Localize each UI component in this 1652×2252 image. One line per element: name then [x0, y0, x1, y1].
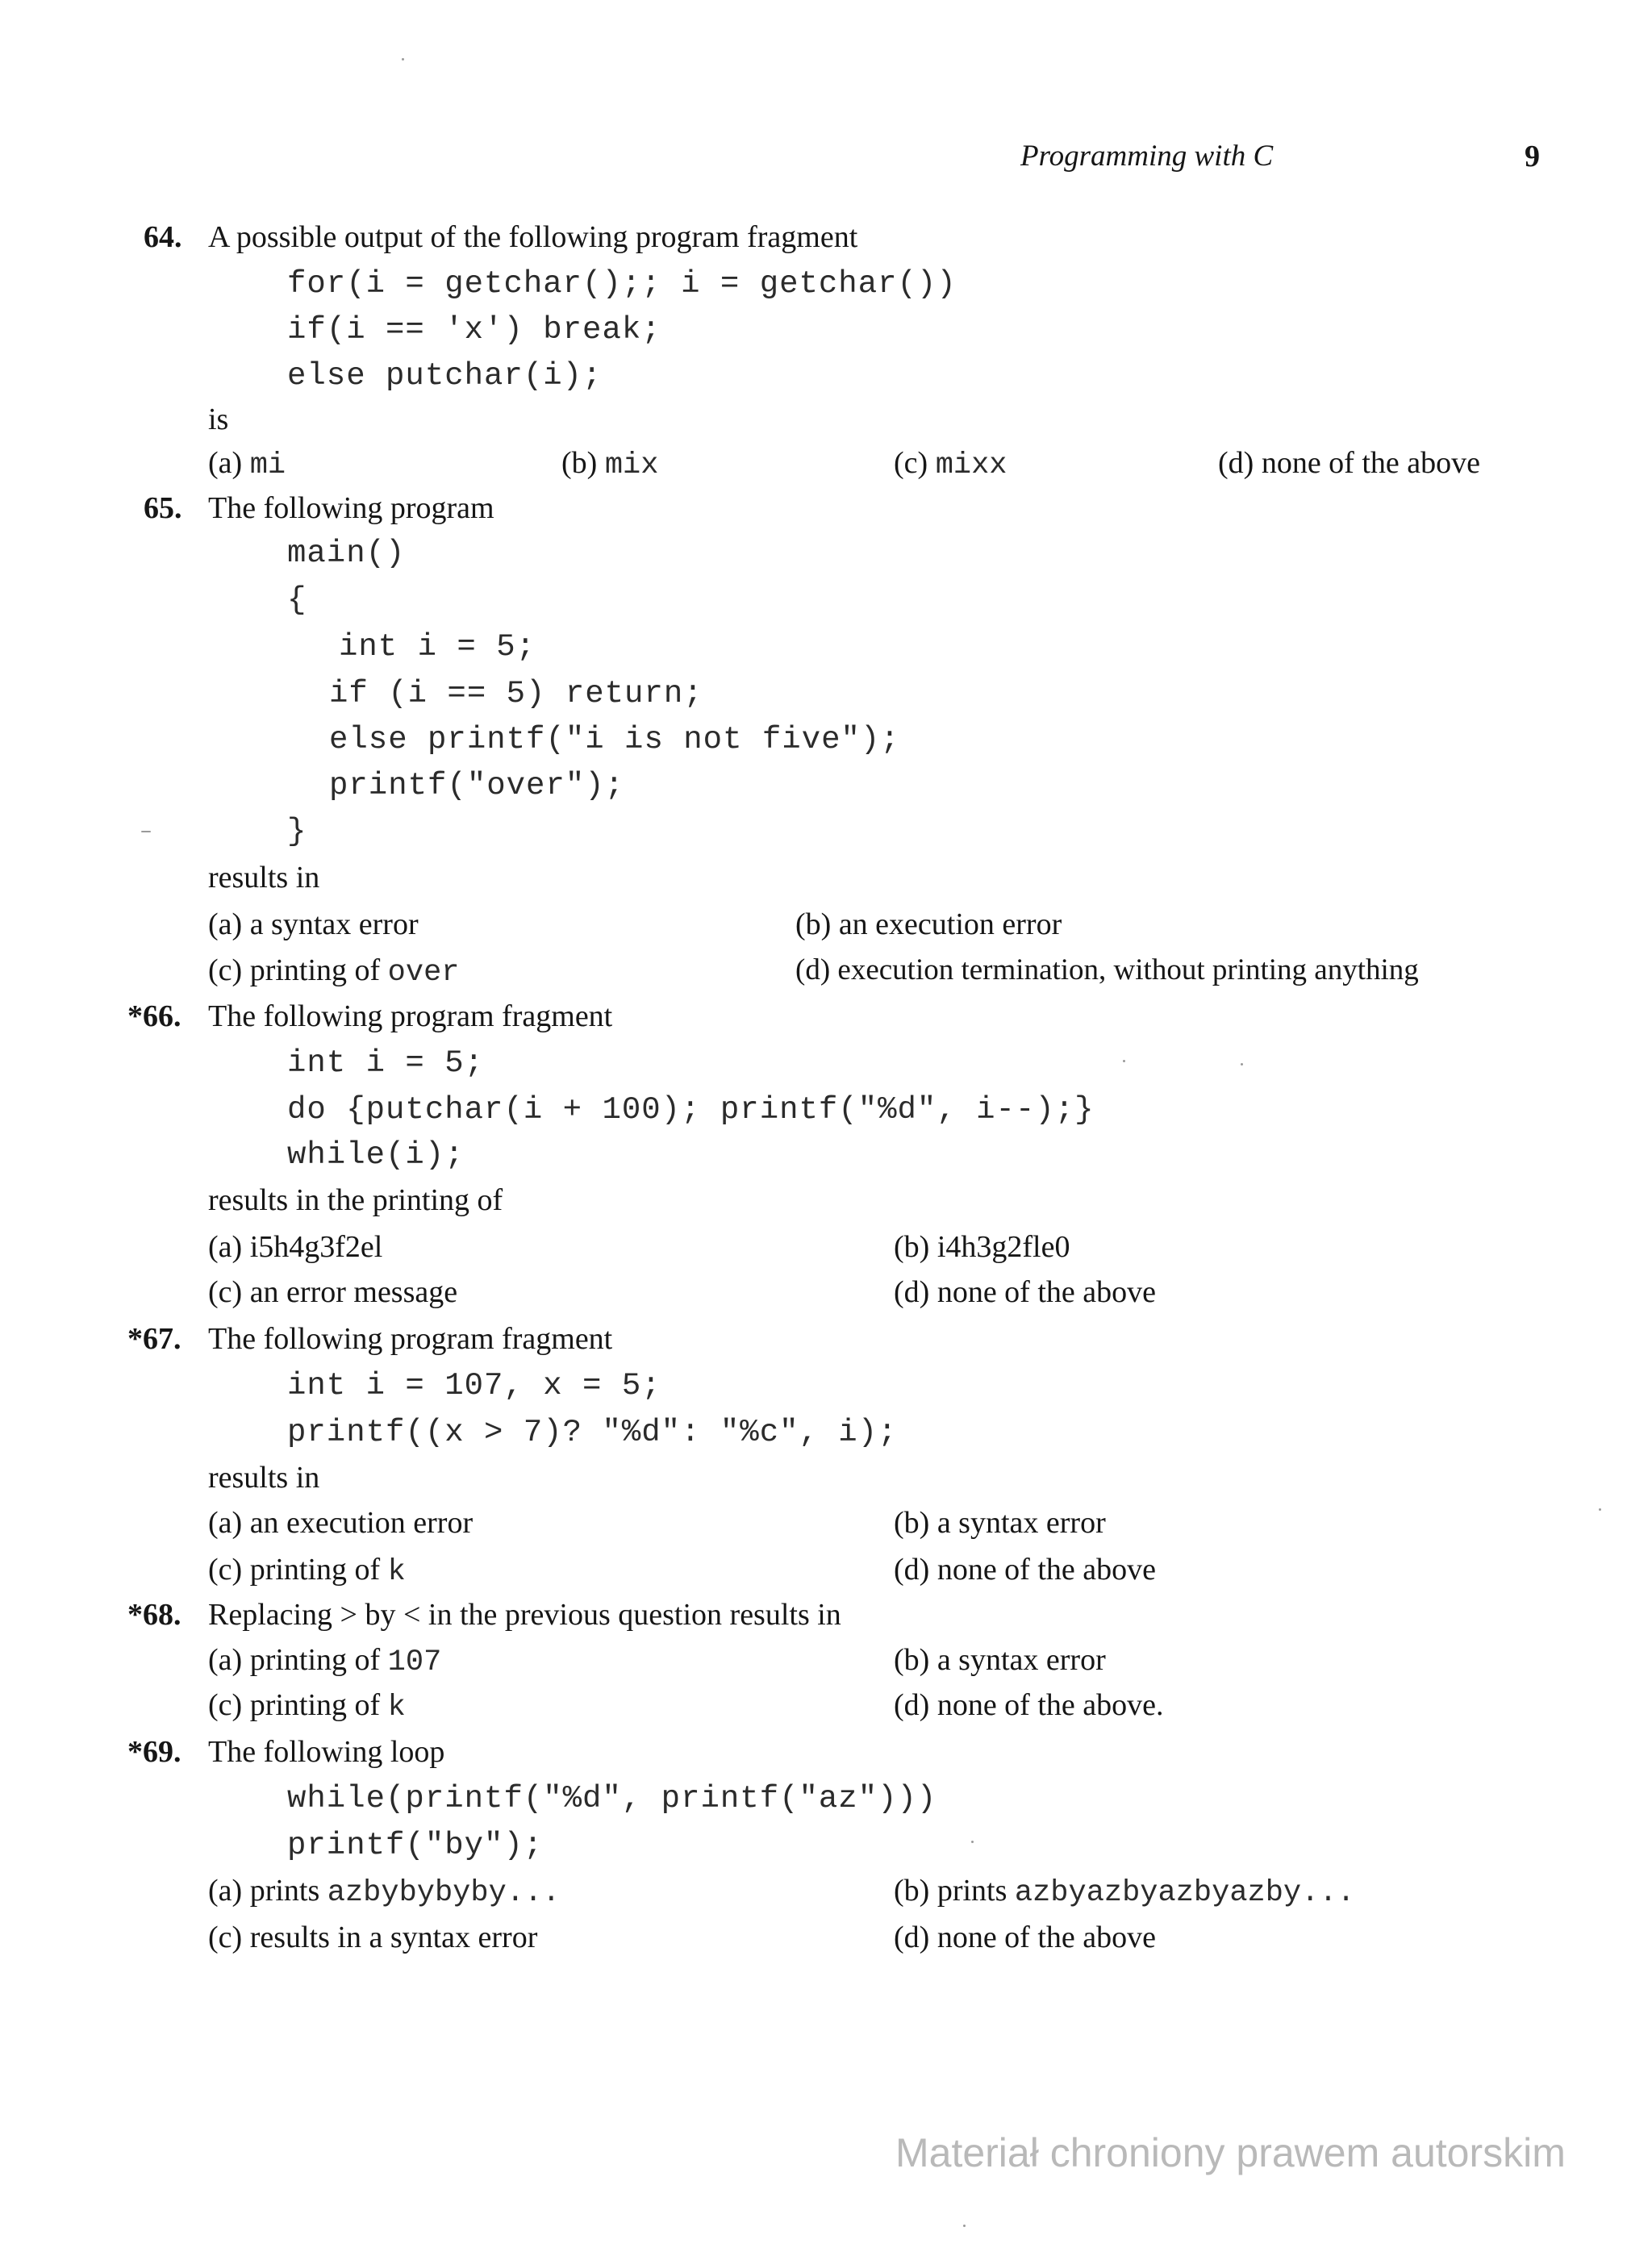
option-text: a syntax error: [249, 907, 419, 941]
option-text: execution termination, without printing anything: [837, 953, 1419, 986]
option-a: [208, 907, 419, 942]
option-a: [208, 1229, 382, 1265]
question-tail: results in: [208, 861, 320, 895]
question-tail: is: [208, 402, 229, 436]
copyright-watermark: Materiał chroniony prawem autorskim: [895, 2130, 1566, 2175]
option-code: mi: [249, 448, 286, 482]
option-code: azbybybyby...: [327, 1876, 561, 1910]
option-b: [894, 1873, 1355, 1910]
option-text: none of the above.: [937, 1688, 1164, 1722]
option-code: over: [387, 956, 460, 990]
option-label: (b): [894, 1643, 930, 1677]
option-label: (d): [894, 1275, 930, 1309]
code-line: while(printf("%d", printf("az"))): [287, 1781, 937, 1816]
option-a: [208, 445, 286, 482]
option-code: 107: [387, 1645, 442, 1679]
option-d: [894, 1920, 1156, 1955]
option-label: (c): [208, 1920, 243, 1954]
code-line: printf((x > 7)? "%d": "%c", i);: [287, 1415, 898, 1450]
option-c: [208, 1687, 406, 1724]
code-line: else putchar(i);: [287, 358, 603, 394]
question-number: *69.: [127, 1735, 181, 1769]
question-stem: A possible output of the following program fragment: [208, 220, 858, 254]
question-tail: results in: [208, 1461, 320, 1495]
option-code: azbyazbyazbyazby...: [1014, 1876, 1355, 1910]
scan-speck: [971, 1841, 974, 1843]
option-label: (b): [561, 446, 598, 480]
code-line: for(i = getchar();; i = getchar()): [287, 266, 957, 302]
option-d: [894, 1552, 1156, 1587]
option-a: [208, 1505, 473, 1541]
option-text: results in a syntax error: [249, 1920, 538, 1954]
option-text: prints: [937, 1874, 1007, 1908]
code-line: while(i);: [287, 1137, 465, 1173]
option-label: (c): [208, 1275, 243, 1309]
option-text: printing of: [249, 1553, 381, 1587]
option-text: an execution error: [249, 1506, 473, 1540]
option-text: an execution error: [838, 907, 1062, 941]
option-text: none of the above: [937, 1920, 1156, 1954]
option-text: none of the above: [1261, 446, 1480, 480]
option-code: k: [387, 1691, 406, 1724]
option-c: [208, 953, 460, 990]
question-stem: The following program fragment: [208, 1322, 613, 1356]
option-b: [894, 1229, 1070, 1265]
code-line: }: [287, 814, 307, 849]
option-c: [208, 1274, 457, 1310]
option-text: none of the above: [937, 1553, 1156, 1587]
option-text: printing of: [249, 1688, 381, 1722]
option-text: a syntax error: [937, 1506, 1106, 1540]
option-code: mixx: [935, 448, 1007, 482]
option-c: [208, 1920, 537, 1955]
code-line: main(): [287, 536, 406, 571]
scan-speck: [402, 58, 404, 60]
option-text: an error message: [249, 1275, 458, 1309]
option-code: k: [387, 1555, 406, 1589]
code-line: do {putchar(i + 100); printf("%d", i--);}: [287, 1092, 1095, 1128]
code-line: int i = 5;: [287, 1045, 485, 1081]
option-b: [795, 907, 1062, 942]
option-label: (a): [208, 907, 243, 941]
option-text: none of the above: [937, 1275, 1156, 1309]
scan-speck: [141, 831, 151, 832]
option-b: [894, 1505, 1106, 1541]
option-label: (d): [894, 1688, 930, 1722]
scan-speck: [1123, 1060, 1125, 1062]
option-d: [894, 1687, 1164, 1723]
option-label: (d): [795, 953, 831, 986]
code-line: printf("by");: [287, 1828, 544, 1863]
option-label: (a): [208, 1643, 243, 1677]
option-text: prints: [249, 1874, 320, 1908]
option-code: mix: [604, 448, 659, 482]
option-label: (b): [795, 907, 832, 941]
option-label: (b): [894, 1874, 930, 1908]
option-label: (d): [894, 1920, 930, 1954]
code-line: if (i == 5) return;: [329, 676, 703, 711]
option-a: [208, 1642, 441, 1679]
option-d: [795, 953, 1419, 987]
option-label: (a): [208, 1506, 243, 1540]
question-stem: The following loop: [208, 1735, 445, 1769]
option-label: (a): [208, 1874, 243, 1908]
code-line: if(i == 'x') break;: [287, 312, 661, 348]
option-label: (b): [894, 1506, 930, 1540]
running-header-title: Programming with C: [1020, 140, 1274, 173]
scan-speck: [1241, 1063, 1243, 1066]
option-label: (a): [208, 446, 243, 480]
option-text: i4h3g2fle0: [937, 1230, 1070, 1264]
scan-speck: [963, 2225, 966, 2227]
option-label: (d): [894, 1553, 930, 1587]
question-stem: The following program: [208, 491, 494, 525]
option-label: (c): [208, 1688, 243, 1722]
option-text: a syntax error: [937, 1643, 1106, 1677]
option-label: (c): [208, 1553, 243, 1587]
option-label: (c): [894, 446, 928, 480]
option-text: printing of: [249, 1643, 381, 1677]
scan-speck: [1599, 1508, 1601, 1511]
option-text: i5h4g3f2el: [249, 1230, 383, 1264]
code-line: int i = 107, x = 5;: [287, 1368, 661, 1403]
question-number: *67.: [127, 1322, 181, 1356]
question-number: *66.: [127, 999, 181, 1033]
question-tail: results in the printing of: [208, 1183, 503, 1217]
option-b: [894, 1642, 1106, 1678]
option-d: [1218, 445, 1480, 481]
option-a: [208, 1873, 560, 1910]
option-label: (d): [1218, 446, 1254, 480]
code-line: int i = 5;: [339, 629, 536, 665]
option-c: [208, 1552, 406, 1589]
code-line: else printf("i is not five");: [329, 722, 900, 757]
question-number: 64.: [144, 220, 182, 254]
option-label: (c): [208, 953, 243, 987]
option-c: [894, 445, 1007, 482]
option-label: (a): [208, 1230, 243, 1264]
code-line: printf("over");: [329, 768, 625, 803]
option-text: printing of: [249, 953, 381, 987]
page-number: 9: [1525, 140, 1540, 173]
question-number: 65.: [144, 491, 182, 525]
option-d: [894, 1274, 1156, 1310]
question-number: *68.: [127, 1598, 181, 1632]
option-b: [561, 445, 658, 482]
question-stem: The following program fragment: [208, 999, 613, 1033]
question-stem: Replacing > by < in the previous question results in: [208, 1598, 841, 1632]
option-label: (b): [894, 1230, 930, 1264]
code-line: {: [287, 582, 307, 618]
